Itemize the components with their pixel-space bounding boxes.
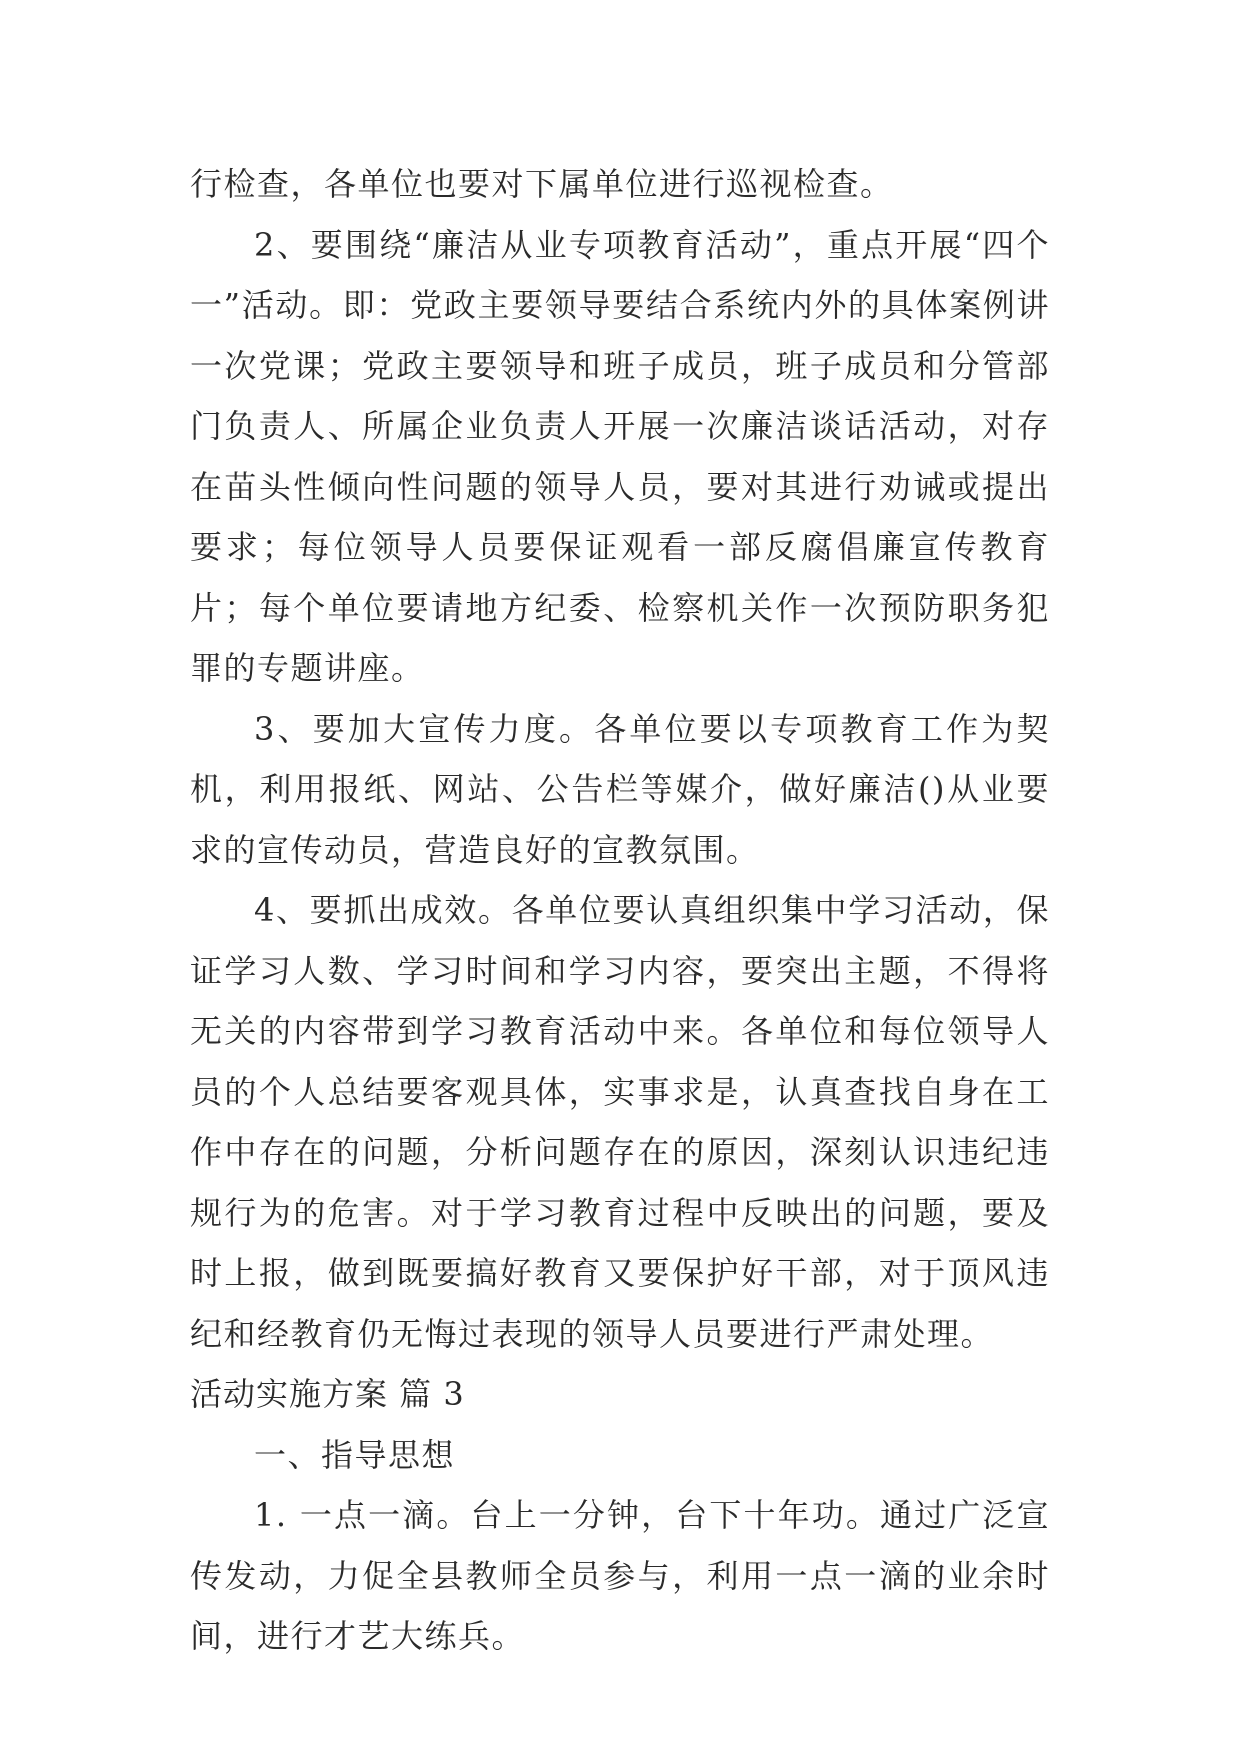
paragraph-guideline-1: 1. 一点一滴。台上一分钟，台下十年功。通过广泛宣传发动，力促全县教师全员参与，利用一点一滴的业余时间，进行才艺大练兵。 [190,1496,1050,1655]
section-subheading: 一、指导思想 [254,1435,456,1474]
document-body [190,154,1050,1667]
paragraph-continuation: 行检查，各单位也要对下属单位进行巡视检查。 [190,165,894,203]
paragraph-item-2: 2、要围绕“廉洁从业专项教育活动”，重点开展“四个一”活动。即：党政主要领导要结合系统内外的具体案例讲一次党课；党政主要领导和班子成员，班子成员和分管部门负责人、所属企业负责人开展一次廉洁谈话活动，对存在苗头性倾向性问题的领导人员，要对其进行劝诫或提出要求；每位领导人员要保证观看一部反腐倡廉宣传教育片；每个单位要请地方纪委、检察机关作一次预防职务犯罪的专题讲座。 [190,225,1050,687]
paragraph-item-3: 3、要加大宣传力度。各单位要以专项教育工作为契机，利用报纸、网站、公告栏等媒介，做好廉洁()从业要求的宣传动员，营造良好的宣教氛围。 [190,709,1050,869]
paragraph-item-4: 4、要抓出成效。各单位要认真组织集中学习活动，保证学习人数、学习时间和学习内容，要突出主题，不得将无关的内容带到学习教育活动中来。各单位和每位领导人员的个人总结要客观具体，实事求是，认真查找自身在工作中存在的问题，分析问题存在的原因，深刻认识违纪违规行为的危害。对于学习教育过程中反映出的问题，要及时上报，做到既要搞好教育又要保护好干部，对于顶风违纪和经教育仍无悔过表现的领导人员要进行严肃处理。 [190,891,1050,1353]
section-title: 活动实施方案 篇 3 [190,1375,465,1413]
